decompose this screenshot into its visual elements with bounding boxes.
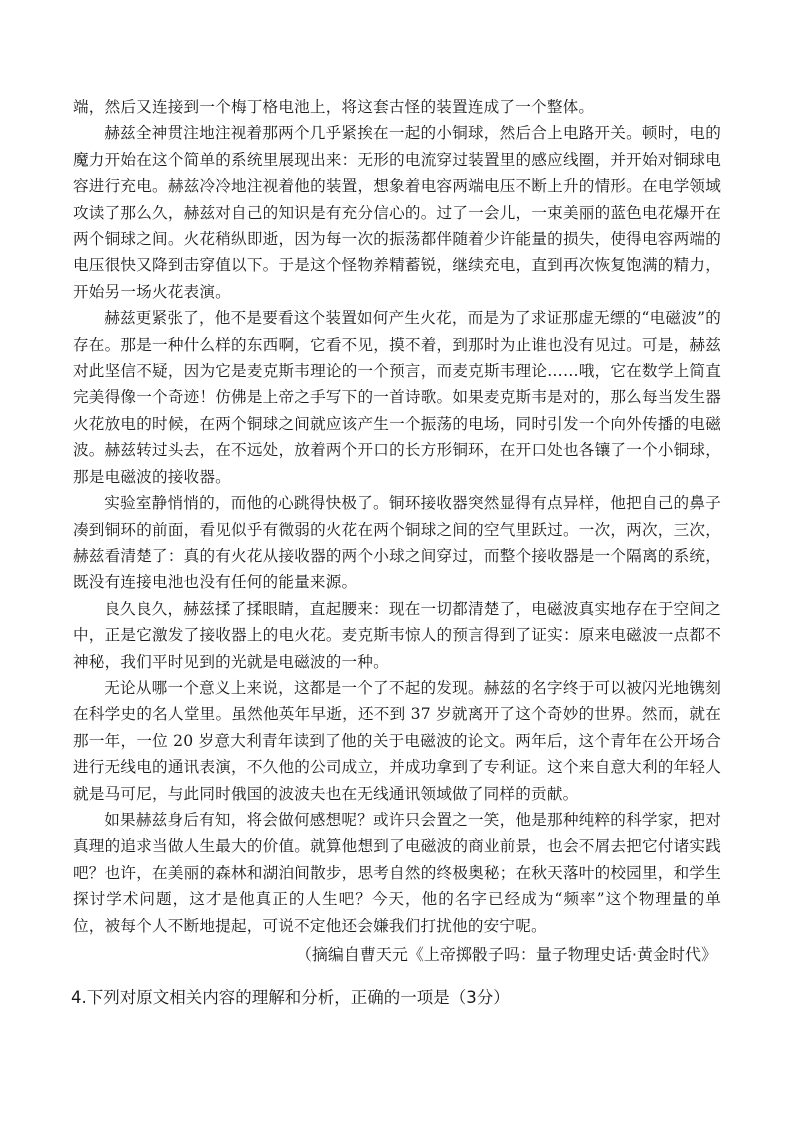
question-4: 4.下列对原文相关内容的理解和分析，正确的一项是（3分） — [71, 988, 510, 1007]
paragraph-confirmation: 良久良久，赫兹揉了揉眼睛，直起腰来：现在一切都清楚了，电磁波真实地存在于空间之中，正是它激发了接收器上的电火花。麦克斯韦惊人的预言得到了证实：原来电磁波一点都不神秘，我们平时见到的光就是电磁波的一种。 — [73, 599, 721, 671]
paragraph-spark-experiment: 赫兹全神贯注地注视着那两个几乎紧挨在一起的小铜球，然后合上电路开关。顿时，电的魔力开始在这个简单的系统里展现出来：无形的电流穿过装置里的感应线圈，并开始对铜球电容进行充电。赫兹冷冷地注视着他的装置，想象着电容两端电压不断上升的情形。在电学领域攻读了那么久，赫兹对自己的知识是有充分信心的。过了一会儿，一束美丽的蓝色电花爆开在两个铜球之间。火花稍纵即逝，因为每一次的振荡都伴随着少许能量的损失，使得电容两端的电压很快又降到击穿值以下。于是这个怪物养精蓄锐，继续充电，直到再次恢复饱满的精力，开始另一场火花表演。 — [73, 124, 721, 301]
article-body — [73, 94, 721, 968]
paragraph-electromagnetic-wave: 赫兹更紧张了，他不是要看这个装置如何产生火花，而是为了求证那虚无缥的“电磁波”的存在。那是一种什么样的东西啊，它看不见，摸不着，到那时为止谁也没有见过。可是，赫兹对此坚信不疑，因为它是麦克斯韦理论的一个预言，而麦克斯韦理论……哦，它在数学上简直完美得像一个奇迹！仿佛是上帝之手写下的一首诗歌。如果麦克斯韦是对的，那么每当发生器火花放电的时候，在两个铜球之间就应该产生一个振荡的电场，同时引发一个向外传播的电磁波。赫兹转过头去，在不远处，放着两个开口的长方形铜环，在开口处也各镶了一个小铜球，那是电磁波的接收器。 — [73, 309, 721, 486]
source-citation: （摘编自曹天元《上帝掷骰子吗：量子物理史话·黄金时代》 — [295, 945, 717, 964]
paragraph-receiver-spark: 实验室静悄悄的，而他的心跳得快极了。铜环接收器突然显得有点异样，他把自己的鼻子凑到铜环的前面，看见似乎有微弱的火花在两个铜球之间的空气里跃过。一次，两次，三次，赫兹看清楚了：真的有火花从接收器的两个小球之间穿过，而整个接收器是一个隔离的系统，既没有连接电池也没有任何的能量来源。 — [73, 494, 721, 592]
paragraph-discovery-legacy: 无论从哪一个意义上来说，这都是一个了不起的发现。赫兹的名字终于可以被闪光地镌刻在科学史的名人堂里。虽然他英年早逝，还不到 37 岁就离开了这个奇妙的世界。然而，就在那一年，一位 20 岁意大利青年读到了他的关于电磁波的论文。两年后，这个青年在公开场合进行无线电的通讯表演，不久他的公司成立，并成功拿到了专利证。这个来自意大利的年轻人就是马可尼，与此同时俄国的波波夫也在无线通讯领域做了同样的贡献。 — [73, 678, 721, 803]
paragraph-continuation: 端，然后又连接到一个梅丁格电池上，将这套古怪的装置连成了一个整体。 — [73, 98, 595, 116]
paragraph-reflection: 如果赫兹身后有知，将会做何感想呢？或许只会置之一笑，他是那种纯粹的科学家，把对真理的追求当做人生最大的价值。就算他想到了电磁波的商业前景，也会不屑去把它付诸实践吧？也许，在美丽的森林和湖泊间散步，思考自然的终极奥秘；在秋天落叶的校园里，和学生探讨学术问题，这才是他真正的人生吧？今天，他的名字已经成为“频率”这个物理量的单位，被每个人不断地提起，可说不定他还会嫌我们打扰他的安宁呢。 — [73, 810, 721, 935]
